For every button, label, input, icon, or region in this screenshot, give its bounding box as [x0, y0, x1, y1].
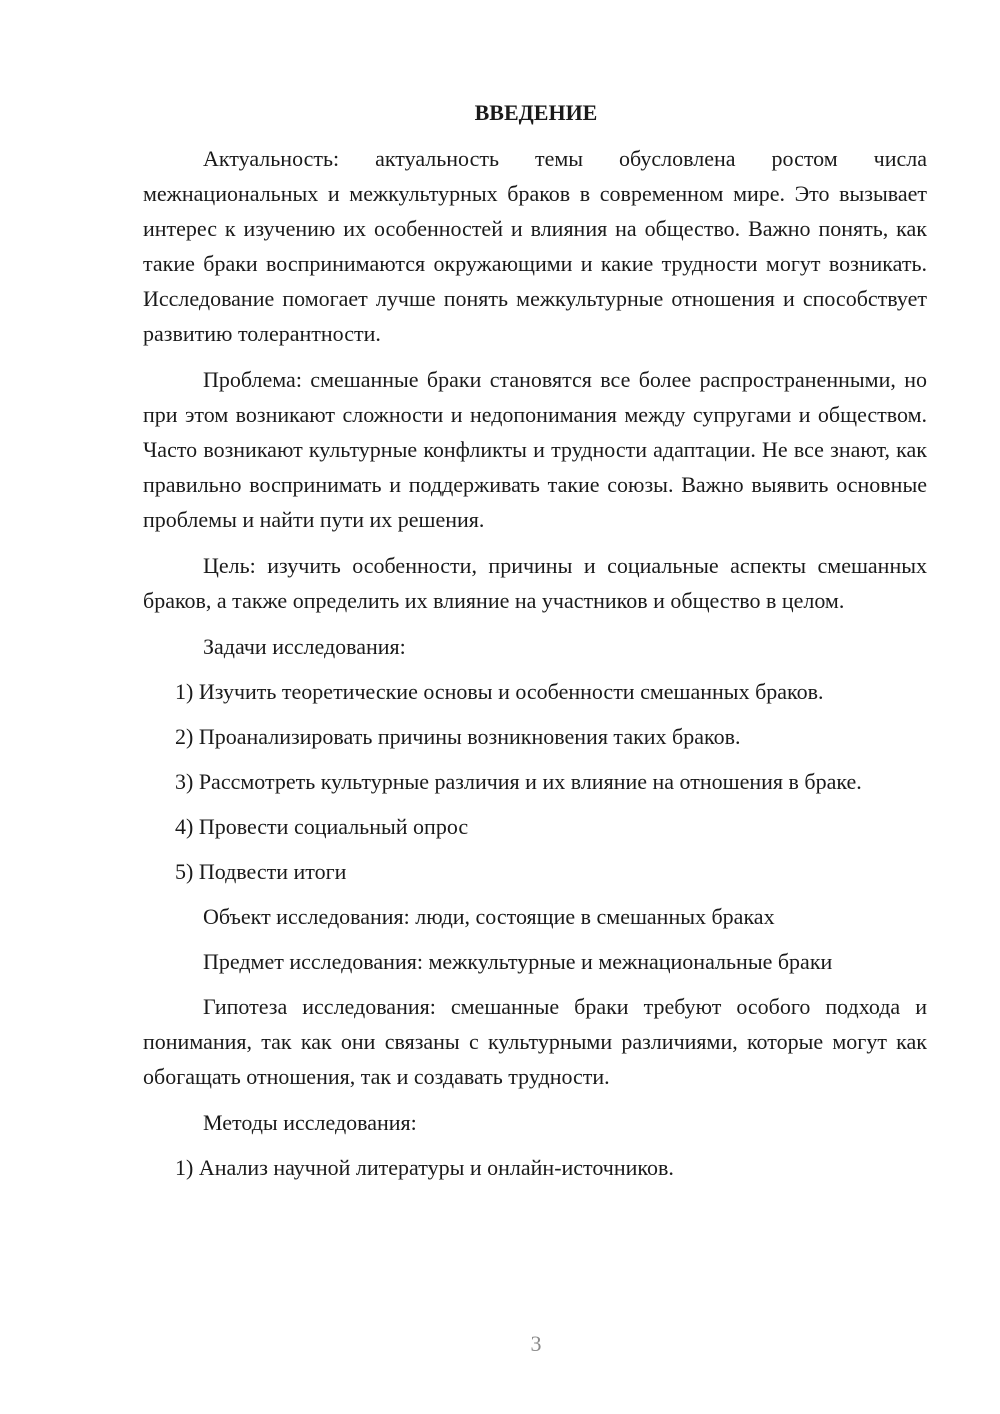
tasks-heading: Задачи исследования: — [203, 634, 406, 659]
task-item: 2) Проанализировать причины возникновения таких браков. — [175, 724, 741, 749]
relevance-paragraph: Актуальность: актуальность темы обусловлена ростом числа межнациональных и межкультурных браков в современном мире. Это вызывает интерес к изучению их особенностей и влияния на общество. Важно понять, как такие браки воспринимаются окружающими и какие трудности могут возникать. Исследование помогает лучше понять межкультурные отношения и способствует развитию толерантности. — [143, 146, 927, 346]
goal-paragraph: Цель: изучить особенности, причины и социальные аспекты смешанных браков, а также определить их влияние на участников и общество в целом. — [143, 553, 927, 613]
hypothesis-paragraph: Гипотеза исследования: смешанные браки требуют особого подхода и понимания, так как они связаны с культурными различиями, которые могут как обогащать отношения, так и создавать трудности. — [143, 994, 927, 1089]
task-item: 4) Провести социальный опрос — [175, 814, 469, 839]
page-content — [143, 95, 927, 1195]
page-number: 3 — [530, 1331, 542, 1356]
methods-heading: Методы исследования: — [203, 1110, 417, 1135]
problem-paragraph: Проблема: смешанные браки становятся все более распространенными, но при этом возникают сложности и недопонимания между супругами и обществом. Часто возникают культурные конфликты и трудности адаптации. Не все знают, как правильно воспринимать и поддерживать такие союзы. Важно выявить основные проблемы и найти пути их решения. — [143, 367, 927, 532]
task-item: 3) Рассмотреть культурные различия и их влияние на отношения в браке. — [175, 769, 862, 794]
method-item: 1) Анализ научной литературы и онлайн-источников. — [175, 1155, 674, 1180]
task-item: 1) Изучить теоретические основы и особенности смешанных браков. — [175, 679, 824, 704]
task-item: 5) Подвести итоги — [175, 859, 347, 884]
section-title: ВВЕДЕНИЕ — [474, 100, 598, 125]
research-object: Объект исследования: люди, состоящие в смешанных браках — [203, 904, 775, 929]
research-subject: Предмет исследования: межкультурные и межнациональные браки — [203, 949, 833, 974]
